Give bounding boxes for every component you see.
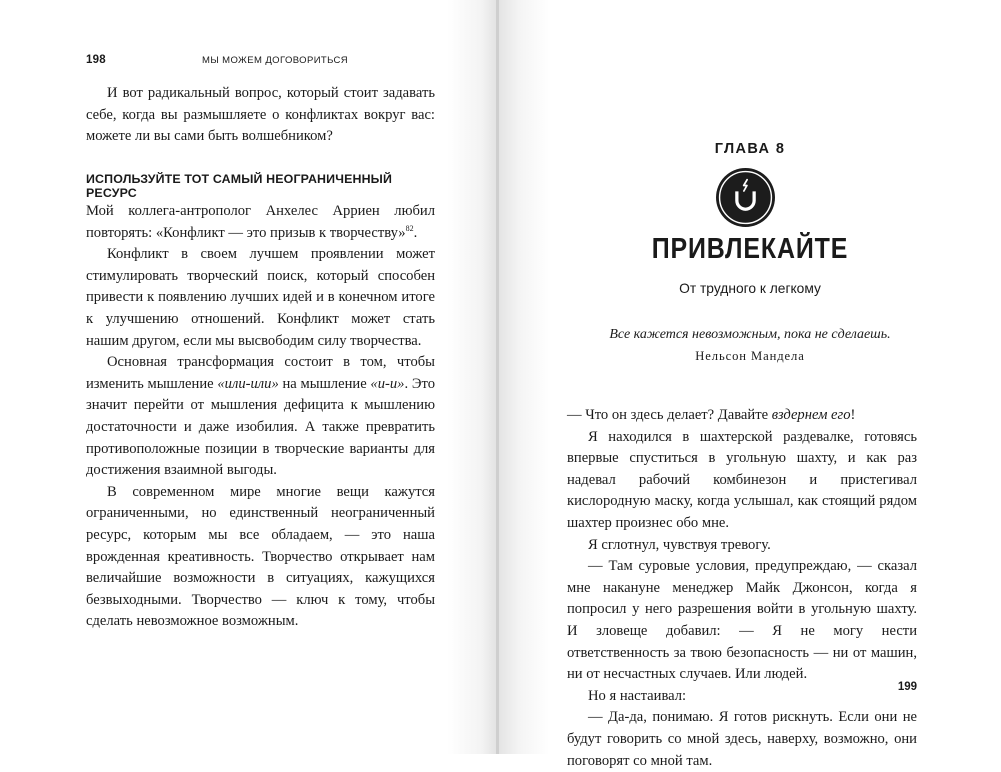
intro-text — [86, 83, 435, 148]
page-number-left: 198 — [86, 54, 106, 66]
paragraph-3 — [86, 352, 435, 482]
paragraph-4: В современном мире многие вещи кажутся ограниченными, но единственный неограниченный ресурс, которым мы все обладаем, — это наша врожденная креативность. Творчество открывает нам величайшие возможности в ситуациях, кажущихся безвыходными. Творчество — ключ к тому, чтобы сделать невозможное возможным. — [86, 483, 435, 630]
chapter-paragraph-1-part-a: — Что он здесь делает? Давайте — [567, 407, 772, 423]
chapter-paragraph-2: Я находился в шахтерской раздевалке, готовясь впервые спуститься в угольную шахту, и как раз надевал рабочий комбинезон и пристегивал кислородную маску, когда услышал, как стоящий рядом шахтер произнес обо мне. — [567, 428, 917, 531]
chapter-title: ПРИВЛЕКАЙТЕ — [651, 233, 849, 265]
chapter-paragraph-1-emphasis: вздернем его — [771, 407, 851, 423]
magnet-icon — [715, 167, 776, 228]
chapter-paragraph-5: Но я настаивал: — [588, 687, 687, 704]
epigraph-quote: Все кажется невозможным, пока не сделаешь. — [609, 327, 891, 342]
chapter-paragraph-4: — Там суровые условия, предупреждаю, — сказал мне накануне менеджер Майк Джонсон, когда я попросил у него разрешения войти в угольную шахту. И зловеще добавил: — Я не могу нести ответственность за твою безопасность — ни от машин, ни от несчастных случаев. Или людей. — [567, 558, 917, 683]
section-heading: ИСПОЛЬЗУЙТЕ ТОТ САМЫЙ НЕОГРАНИЧЕННЫЙ РЕСУРС — [86, 172, 393, 200]
paragraph-1 — [86, 201, 435, 244]
epigraph-author: Нельсон Мандела — [695, 349, 805, 363]
footnote-marker: 82 — [405, 223, 414, 233]
paragraph-3-part-c: . Это значит перейти от мышления дефицита к мышлению достаточности и даже изобилия. А также превратить противоположные позиции в творческие варианты для достижения взаимной выгоды. — [86, 375, 435, 479]
chapter-paragraph-3: Я сглотнул, чувствуя тревогу. — [588, 536, 771, 553]
paragraph-3-emphasis-2: «и-и» — [370, 375, 405, 392]
chapter-paragraph-1-part-b: ! — [850, 407, 856, 423]
running-title: МЫ МОЖЕМ ДОГОВОРИТЬСЯ — [202, 55, 349, 66]
chapter-subtitle: От трудного к легкому — [679, 281, 821, 296]
paragraph-2: Конфликт в своем лучшем проявлении может стимулировать творческий поиск, который способен привести к появлению лучших идей и в конечном итоге к улучшению отношений. Конфликт может стать нашим другом, если мы высвободим силу творчества. — [86, 246, 435, 349]
chapter-paragraph-1 — [567, 405, 917, 427]
paragraph-3-part-b: на мышление — [278, 375, 371, 392]
paragraph-1-end: . — [413, 224, 418, 241]
intro-paragraph: И вот радикальный вопрос, который стоит задавать себе, когда вы размышляете о конфликтах вокруг вас: можете ли вы сами быть волшебником? — [86, 85, 435, 145]
left-page — [0, 0, 497, 754]
section-body — [86, 201, 435, 633]
paragraph-3-emphasis-1: «или-или» — [217, 375, 279, 392]
running-head — [86, 54, 436, 68]
chapter-paragraph-6: — Да-да, понимаю. Я готов рискнуть. Если они не будут говорить со мной здесь, наверху, возможно, они поговорят со мной там. — [567, 709, 917, 769]
chapter-body — [567, 405, 917, 772]
page-number-right: 199 — [897, 681, 917, 693]
paragraph-3-part-a: Основная трансформация состоит в том, чтобы изменить мышление — [86, 354, 435, 392]
paragraph-1-text: Мой коллега-антрополог Анхелес Арриен любил повторять: «Конфликт — это призыв к творчеству» — [86, 203, 435, 241]
chapter-label: ГЛАВА 8 — [714, 141, 786, 157]
